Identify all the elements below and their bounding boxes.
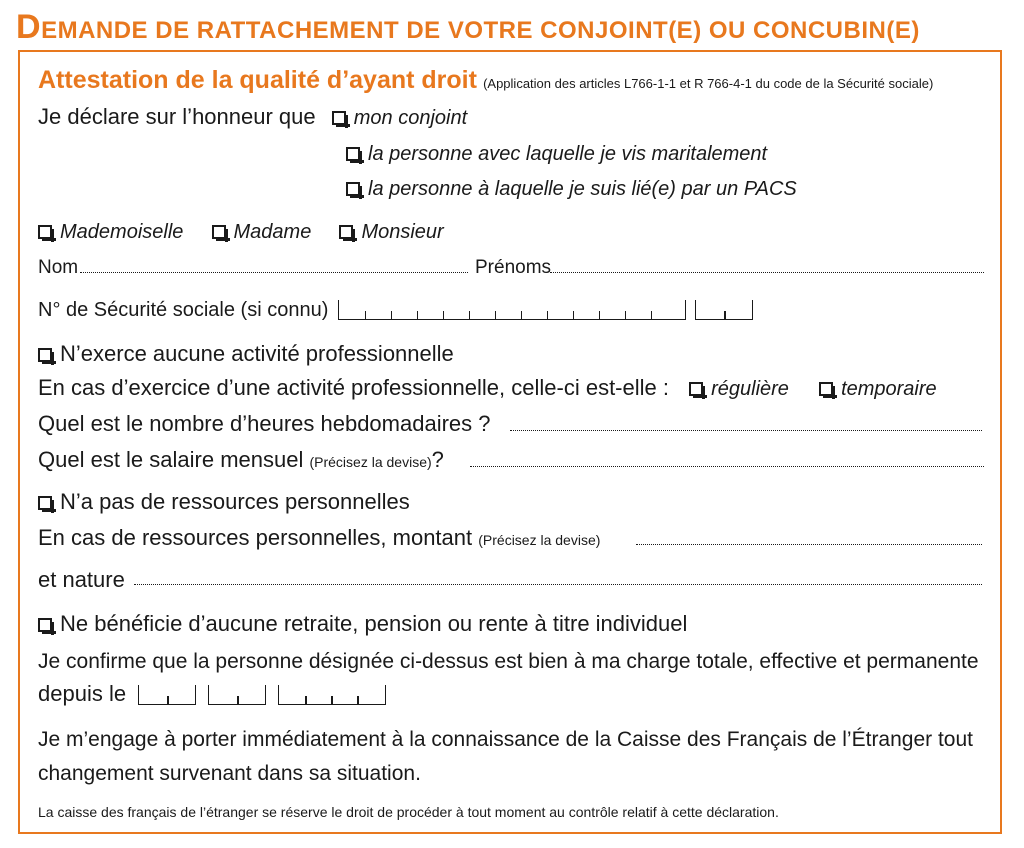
no-activity-label: N’exerce aucune activité professionnelle	[60, 341, 454, 366]
checkbox-madame[interactable]	[212, 225, 226, 239]
declaration-row	[38, 103, 467, 132]
checkbox-pacs[interactable]	[346, 182, 360, 196]
declaration-intro: Je déclare sur l’honneur que	[38, 104, 316, 129]
activity-question: En cas d’exercice d’une activité professionnelle, celle-ci est-elle :	[38, 375, 669, 400]
civility-mademoiselle: Mademoiselle	[60, 221, 184, 243]
resources-amount-field[interactable]	[636, 544, 982, 545]
attestation-heading-row	[38, 66, 933, 98]
resources-nature-field[interactable]	[134, 584, 982, 585]
declaration-option-row	[346, 139, 767, 168]
since-month-boxes[interactable]	[208, 685, 266, 705]
checkbox-monsieur[interactable]	[339, 225, 353, 239]
resources-amount-label: En cas de ressources personnelles, montant	[38, 525, 473, 550]
checkbox-temporaire[interactable]	[819, 382, 833, 396]
title-rest: EMANDE DE RATTACHEMENT DE VOTRE CONJOINT(E) OU CONCUBIN(E)	[41, 17, 920, 44]
since-label: depuis le	[38, 681, 127, 706]
attestation-heading: Attestation de la qualité d’ayant droit	[38, 66, 477, 94]
salary-label: Quel est le salaire mensuel	[38, 447, 304, 472]
secu-key-boxes[interactable]	[695, 300, 753, 320]
title-initial: D	[16, 8, 42, 46]
salary-note: (Précisez la devise)	[309, 454, 432, 470]
form-title	[16, 8, 920, 47]
resources-nature-label: et nature	[38, 567, 125, 592]
prenoms-label: Prénoms	[475, 257, 552, 278]
secu-number-boxes[interactable]	[338, 300, 686, 320]
pension-label: Ne bénéficie d’aucune retraite, pension ou rente à titre individuel	[60, 611, 688, 636]
hours-label: Quel est le nombre d’heures hebdomadaires ?	[38, 411, 491, 436]
confirm-text: Je confirme que la personne désignée ci-dessus est bien à ma charge totale, effective et permanente	[38, 650, 979, 673]
engagement-line-1: Je m’engage à porter immédiatement à la connaissance de la Caisse des Français de l’Étranger tout	[38, 728, 974, 751]
checkbox-no-pension[interactable]	[38, 618, 52, 632]
resources-amount-note: (Précisez la devise)	[478, 532, 601, 548]
secu-row	[38, 296, 753, 324]
secu-label: N° de Sécurité sociale (si connu)	[38, 299, 329, 321]
civility-row	[38, 217, 444, 246]
activity-question-row	[38, 374, 937, 403]
checkbox-maritalement[interactable]	[346, 147, 360, 161]
footer-note: La caisse des français de l’étranger se réserve le droit de procéder à tout moment au contrôle relatif à cette déclaration.	[38, 804, 779, 820]
salary-field[interactable]	[470, 466, 984, 467]
resources-amount-row	[38, 524, 600, 554]
no-resources-label: N’a pas de ressources personnelles	[60, 489, 410, 514]
activity-none-row	[38, 340, 454, 368]
checkbox-conjoint[interactable]	[332, 111, 346, 125]
option-conjoint: mon conjoint	[353, 107, 468, 129]
hours-field[interactable]	[510, 430, 982, 431]
prenoms-field[interactable]	[550, 272, 984, 273]
checkbox-no-resources[interactable]	[38, 496, 52, 510]
nom-label: Nom	[38, 257, 79, 278]
option-temporaire: temporaire	[841, 378, 937, 400]
salary-row	[38, 446, 444, 476]
since-year-boxes[interactable]	[278, 685, 386, 705]
engagement-line-2: changement survenant dans sa situation.	[38, 762, 421, 785]
option-maritalement: la personne avec laquelle je vis maritalement	[368, 143, 768, 165]
declaration-option-row	[346, 174, 797, 203]
pension-row	[38, 610, 687, 638]
since-day-boxes[interactable]	[138, 685, 196, 705]
option-reguliere: régulière	[711, 378, 789, 400]
checkbox-reguliere[interactable]	[689, 382, 703, 396]
nom-field[interactable]	[80, 272, 468, 273]
resources-none-row	[38, 488, 410, 516]
application-note: (Application des articles L766-1-1 et R 766-4-1 du code de la Sécurité sociale)	[483, 76, 934, 91]
civility-madame: Madame	[233, 221, 312, 243]
salary-question-mark: ?	[431, 447, 444, 472]
civility-monsieur: Monsieur	[361, 221, 444, 243]
since-row	[38, 680, 386, 708]
checkbox-mademoiselle[interactable]	[38, 225, 52, 239]
checkbox-no-activity[interactable]	[38, 348, 52, 362]
option-pacs: la personne à laquelle je suis lié(e) par un PACS	[368, 178, 797, 200]
